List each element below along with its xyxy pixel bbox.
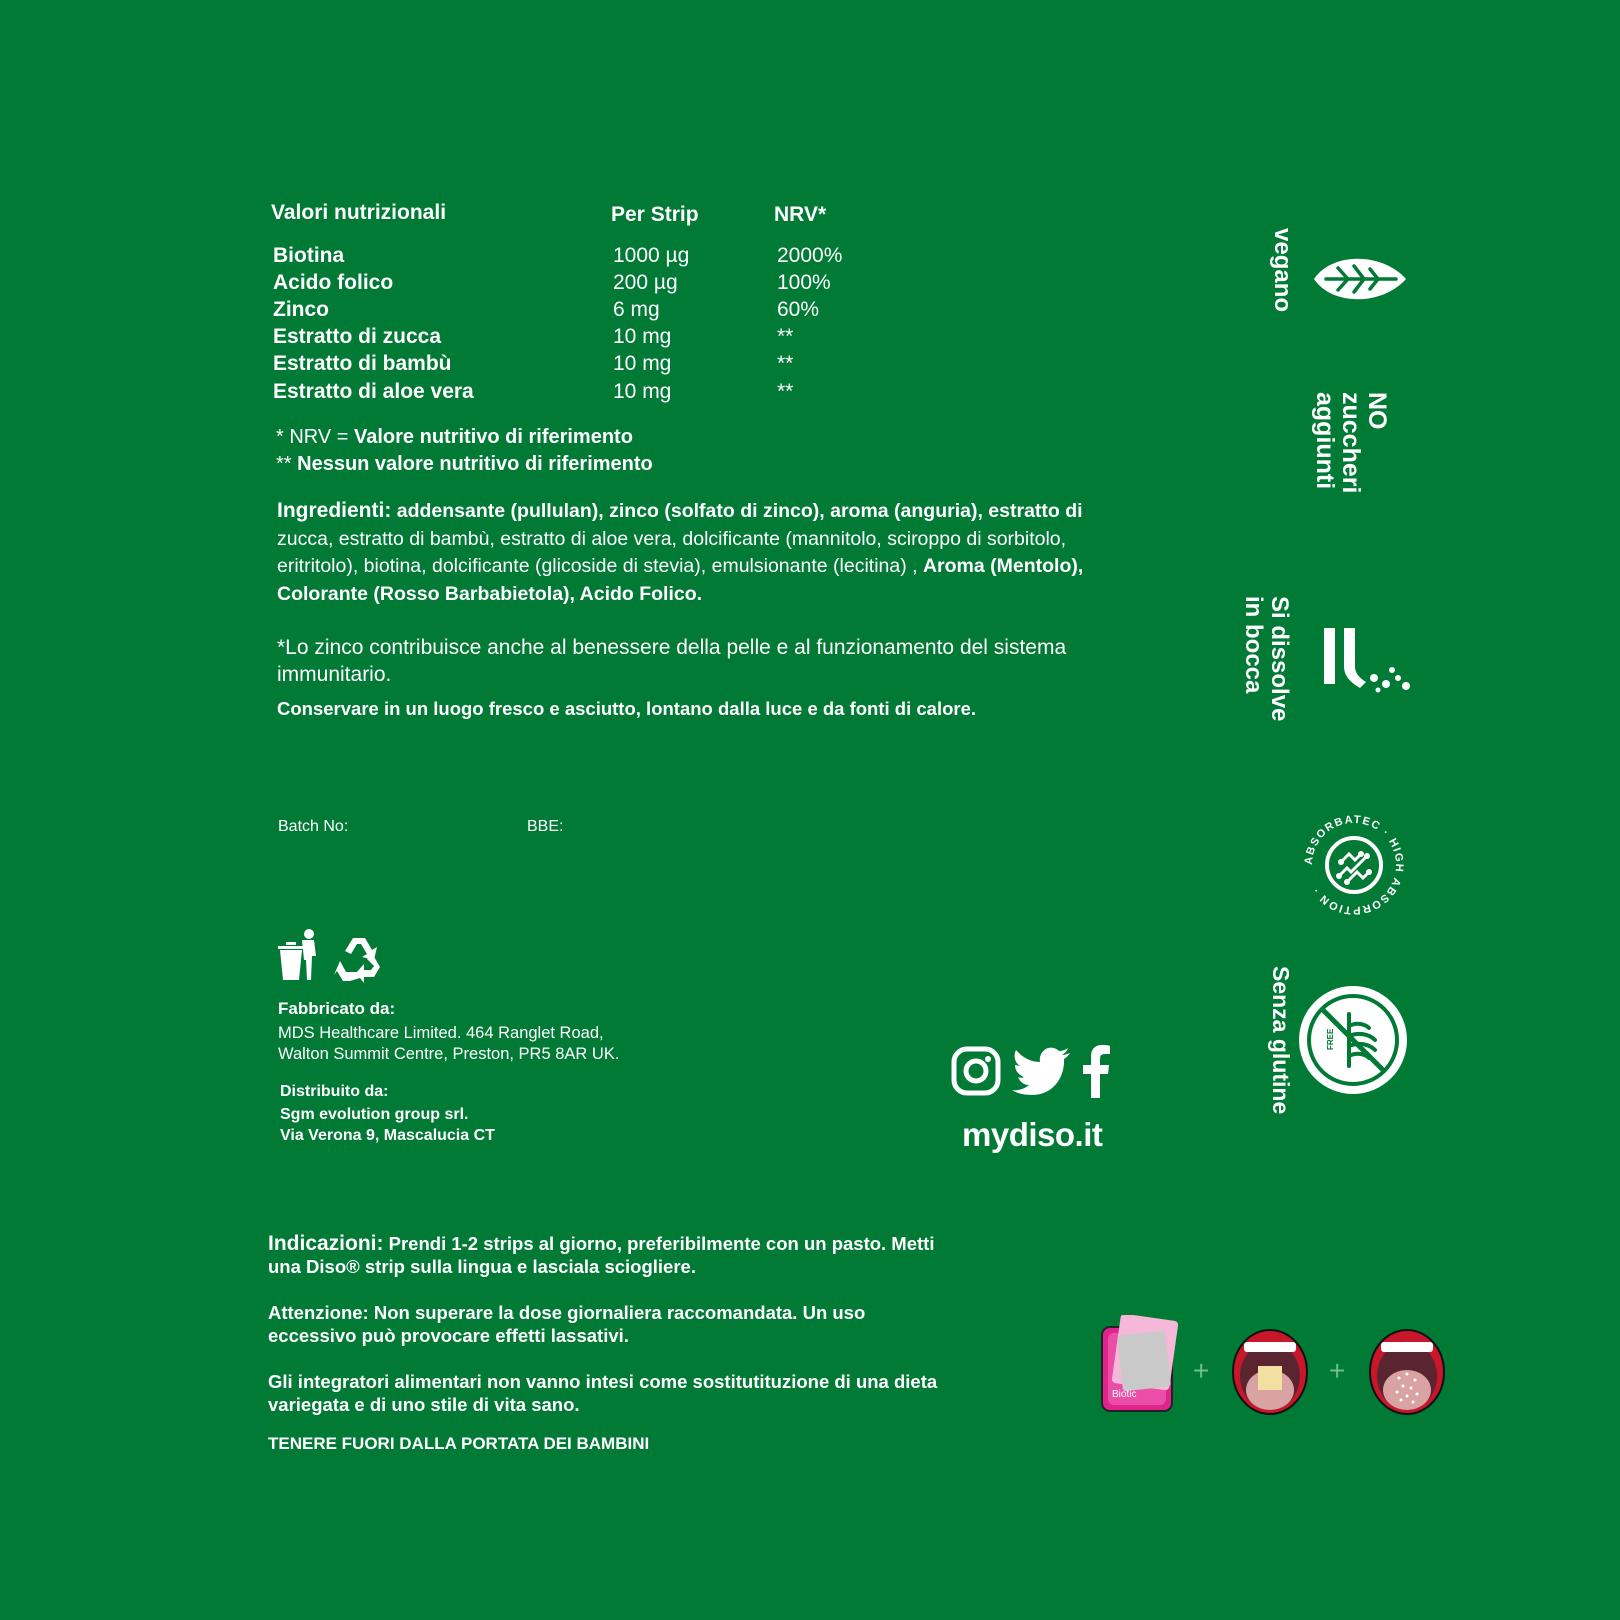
no-nrv-footnote — [276, 453, 653, 476]
nutrient-nrv: 60% — [777, 298, 820, 321]
zinc-note: *Lo zinco contribuisce anche al benessere della pelle e al funzionamento del sistema immunitario. — [277, 636, 1067, 686]
mouth-with-strip-icon — [1230, 1326, 1310, 1421]
badge-dissolve-label: Si dissolve in bocca — [1240, 596, 1293, 722]
nrv-footnote — [276, 426, 633, 449]
ingredients-text-bold: addensante (pullulan), zinco (solfato di zinco), aroma (anguria), estratto di — [391, 500, 1083, 522]
nutrient-name: Zinco — [273, 298, 329, 321]
indicazioni-label: Indicazioni: — [268, 1232, 384, 1255]
bbe-label: BBE: — [527, 818, 564, 835]
nutrient-nrv: ** — [777, 325, 794, 348]
nutrition-header-per-strip: Per Strip — [611, 203, 699, 226]
strip-pack-icon — [1098, 1315, 1182, 1420]
absorbatec-ring-text: ABSORBATEC · HIGH ABSORPTION · — [1302, 813, 1406, 917]
nutrient-nrv: ** — [777, 380, 794, 403]
batch-label: Batch No: — [278, 818, 349, 835]
nutrition-header-nrv: NRV* — [774, 203, 827, 226]
twitter-icon[interactable] — [1012, 1046, 1072, 1101]
nrv-footnote-text: Valore nutritivo di riferimento — [354, 426, 633, 448]
leaf-icon — [1312, 256, 1408, 307]
nutrient-nrv: 2000% — [777, 244, 843, 267]
website-link[interactable]: mydiso.it — [962, 1116, 1103, 1153]
facebook-icon[interactable] — [1082, 1044, 1110, 1103]
nutrient-name: Estratto di bambù — [273, 352, 452, 375]
storage-note: Conservare in un luogo fresco e asciutto, lontano dalla luce e da fonti di calore. — [277, 698, 977, 719]
nutrient-per-strip: 10 mg — [613, 352, 672, 375]
indicazioni-text: Prendi 1-2 strips al giorno, preferibilmente con un pasto. Metti una Diso® strip sulla lingua e lasciala sciogliere. — [268, 1233, 935, 1277]
integratori-note: Gli integratori alimentari non vanno intesi come sostitutituzione di una dieta variegata e di uno stile di vita sano. — [268, 1371, 938, 1415]
plus-sign: + — [1193, 1355, 1210, 1386]
ingredients-text: zucca, estratto di bambù, estratto di aloe vera, dolcificante (mannitolo, sciroppo di sorbitolo, eritritolo), biotina, dolcificante (glicoside di stevia), emulsionante (lecitina) , — [277, 527, 1067, 577]
indicazioni — [268, 1232, 948, 1278]
nutrient-per-strip: 10 mg — [613, 380, 672, 403]
svg-text:ABSORBATEC · HIGH ABSORPTION · — [1303, 814, 1405, 916]
nutrient-per-strip: 1000 µg — [613, 244, 690, 267]
children-warning: TENERE FUORI DALLA PORTATA DEI BAMBINI — [268, 1434, 650, 1453]
gluten-free-icon — [1297, 984, 1409, 1101]
nutrient-nrv: 100% — [777, 271, 831, 294]
nutrient-nrv: ** — [777, 352, 794, 375]
ingredients-block — [277, 497, 1107, 608]
nutrient-name: Acido folico — [273, 271, 394, 294]
nutrient-name: Estratto di zucca — [273, 325, 442, 348]
nutrient-name: Estratto di aloe vera — [273, 380, 474, 403]
no-nrv-footnote-text: Nessun valore nutritivo di riferimento — [297, 453, 653, 475]
gluten-free-free-text: FREE — [1326, 1028, 1335, 1050]
ingredients-label: Ingredienti: — [277, 499, 392, 522]
recycle-icon — [334, 935, 384, 988]
absorption-circuit-icon — [1299, 810, 1409, 925]
manufacturer-label: Fabbricato da: — [278, 999, 396, 1018]
mouth-dissolving-icon — [1367, 1326, 1447, 1421]
nrv-footnote-prefix: * NRV = — [276, 426, 354, 448]
no-nrv-footnote-prefix: ** — [276, 453, 298, 475]
nutrient-name: Biotina — [273, 244, 345, 267]
nutrient-per-strip: 6 mg — [613, 298, 660, 321]
dissolve-icon — [1322, 626, 1412, 699]
manufacturer-line1: MDS Healthcare Limited. 464 Ranglet Road, — [278, 1024, 604, 1042]
attenzione-note: Attenzione: Non superare la dose giornaliera raccomandata. Un uso eccessivo può provocare effetti lassativi. — [268, 1302, 866, 1346]
distributor-label: Distribuito da: — [280, 1083, 389, 1100]
badge-senza-glutine-label: Senza glutine — [1268, 966, 1294, 1115]
trash-bin-icon — [278, 928, 322, 987]
distributor-line2: Via Verona 9, Mascalucia CT — [280, 1127, 495, 1144]
badge-vegano-label: vegano — [1269, 228, 1296, 313]
instagram-icon[interactable] — [951, 1046, 1001, 1101]
plus-sign: + — [1329, 1355, 1346, 1386]
ingredients-text-end: Aroma (Mentolo), Colorante (Rosso Barbabietola), Acido Folico. — [277, 555, 1084, 605]
distributor-address — [280, 1104, 495, 1146]
distributor-line1: Sgm evolution group srl. — [280, 1106, 469, 1123]
nutrition-header-name: Valori nutrizionali — [271, 201, 447, 224]
nutrient-per-strip: 10 mg — [613, 325, 672, 348]
nutrient-per-strip: 200 µg — [613, 271, 678, 294]
manufacturer-address — [278, 1023, 619, 1065]
pack-label: Biotic — [1112, 1389, 1137, 1400]
badge-no-zuccheri-label: NO zuccheri aggiunti — [1311, 392, 1391, 494]
manufacturer-line2: Walton Summit Centre, Preston, PR5 8AR UK. — [278, 1045, 620, 1063]
